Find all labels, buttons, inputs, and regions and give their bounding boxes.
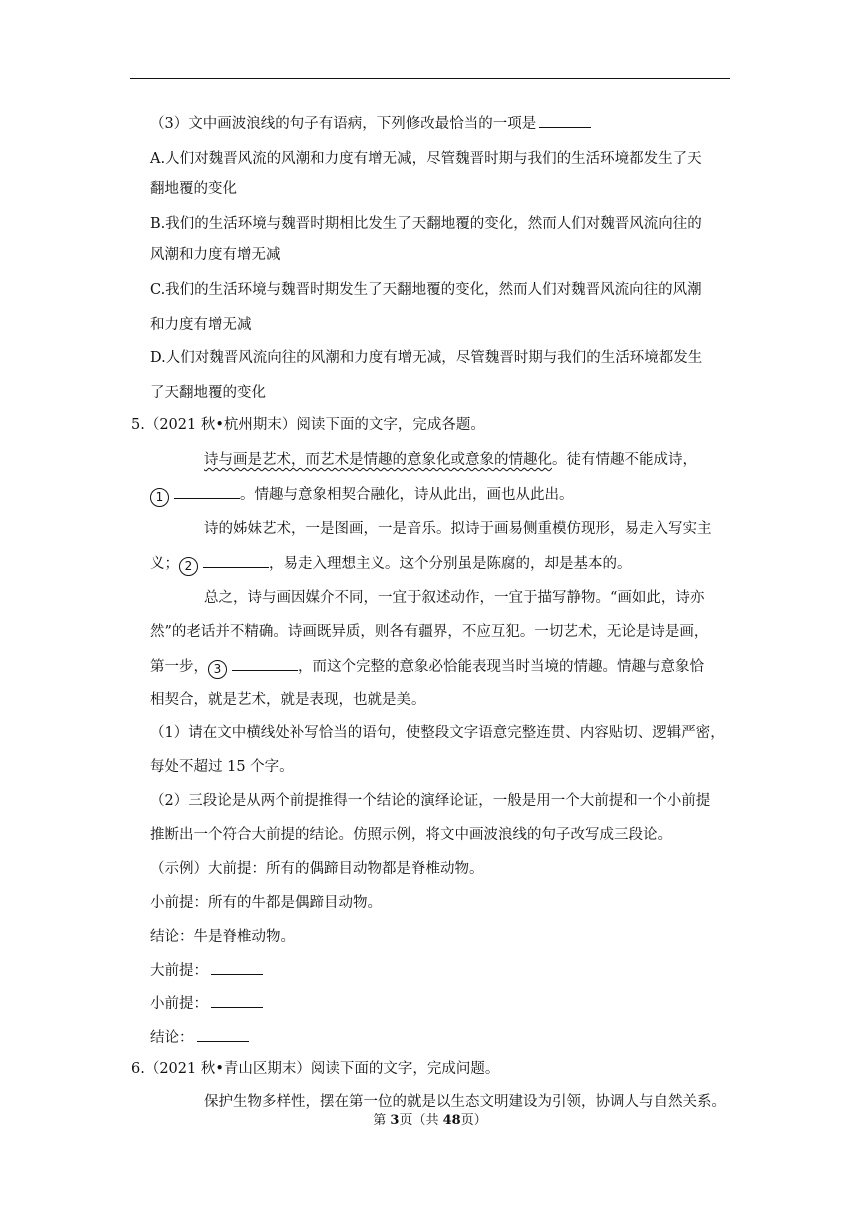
q5-para2-pre: 义； [150,556,179,572]
answer-blank[interactable] [539,113,591,128]
header-rule [130,78,730,79]
q3-stem-text: （3）文中画波浪线的句子有语病，下列修改最恰当的一项是 [150,116,537,132]
q5-header: 5.（2021 秋•杭州期末）阅读下面的文字，完成各题。 [131,417,485,433]
q5-sub2-line2: 推断出一个符合大前提的结论。仿照示例，将文中画波浪线的句子改写成三段论。 [150,827,672,843]
q3-option-c-line2: 和力度有增无减 [150,317,252,333]
q5-para3-line1: 总之，诗与画因媒介不同，一宜于叙述动作，一宜于描写静物。“画如此，诗亦 [204,590,705,606]
q5-para3-line2: 然”的老话并不精确。诗画既异质，则各有疆界，不应互犯。一切艺术，无论是诗是画， [150,624,709,640]
q5-para2-line1: 诗的姊妹艺术，一是图画，一是音乐。拟诗于画易侧重模仿现形，易走入写实主 [204,521,712,537]
answer-conclusion-label: 结论： [150,1030,194,1046]
footer-pre: 第 [373,1113,391,1128]
conclusion-blank[interactable] [197,1027,249,1042]
q3-option-c-line1: C.我们的生活环境与魏晋时期发生了天翻地覆的变化，然而人们对魏晋风流向往的风潮 [150,282,702,298]
q5-para3-line3 [150,656,704,679]
circled-number-1: 1 [150,488,169,507]
q5-para1-rest: 。徒有情趣不能成诗， [552,452,697,468]
q5-para1-line2 [150,484,574,507]
q3-option-b-line1: B.我们的生活环境与魏晋时期相比发生了天翻地覆的变化，然而人们对魏晋风流向往的 [150,216,702,232]
wavy-underlined-sentence: 诗与画是艺术，而艺术是情趣的意象化或意象的情趣化 [204,452,552,468]
minor-premise-blank[interactable] [211,993,263,1008]
q5-para2-post: ，易走入理想主义。这个分别虽是陈腐的，却是基本的。 [269,556,632,572]
fill-blank-1[interactable] [174,484,240,499]
q5-para3-pre: 第一步， [150,659,208,675]
example-conclusion: 结论：牛是脊椎动物。 [150,929,295,945]
total-pages: 48 [442,1113,461,1128]
q5-para1-line2-text: 。情趣与意象相契合融化，诗从此出，画也从此出。 [240,487,574,503]
q3-option-d-line2: 了天翻地覆的变化 [150,385,266,401]
q3-option-a-line2: 翻地覆的变化 [150,181,237,197]
footer-mid: 页（共 [399,1113,443,1128]
q5-para1-line1 [204,450,697,470]
answer-minor-premise [150,993,263,1014]
q6-para1: 保护生物多样性，摆在第一位的就是以生态文明建设为引领，协调人与自然关系。 [204,1094,726,1110]
page-number: 3 [390,1113,400,1128]
fill-blank-3[interactable] [232,656,298,671]
answer-minor-label: 小前提： [150,996,208,1012]
circled-number-3: 3 [208,660,227,679]
q3-option-b-line2: 风潮和力度有增无减 [150,247,281,263]
q5-para2-line2 [150,553,632,576]
example-minor-premise: 小前提：所有的牛都是偶蹄目动物。 [150,895,382,911]
q5-para3-post: ，而这个完整的意象必恰能表现当时当境的情趣。情趣与意象恰 [298,659,704,675]
q6-header: 6.（2021 秋•青山区期末）阅读下面的文字，完成问题。 [131,1061,500,1077]
q5-para3-line4: 相契合，就是艺术，就是表现，也就是美。 [150,692,426,708]
example-major-premise: （示例）大前提：所有的偶蹄目动物都是脊椎动物。 [150,861,484,877]
q3-option-a-line1: A.人们对魏晋风流的风潮和力度有增无减，尽管魏晋时期与我们的生活环境都发生了天 [150,151,702,167]
q3-option-d-line1: D.人们对魏晋风流向往的风潮和力度有增无减，尽管魏晋时期与我们的生活环境都发生 [150,350,703,366]
fill-blank-2[interactable] [203,553,269,568]
q5-sub2-line1: （2）三段论是从两个前提推得一个结论的演绎论证，一般是用一个大前提和一个小前提 [150,793,711,809]
answer-major-label: 大前提： [150,963,208,979]
q3-stem [150,113,591,134]
q5-sub1-line2: 每处不超过 15 个字。 [150,759,294,775]
footer-post: 页） [460,1113,487,1128]
q5-sub1-line1: （1）请在文中横线处补写恰当的语句，使整段文字语意完整连贯、内容贴切、逻辑严密， [150,725,725,741]
page-footer [0,1112,860,1130]
answer-conclusion [150,1027,249,1048]
answer-major-premise [150,960,263,981]
circled-number-2: 2 [179,557,198,576]
major-premise-blank[interactable] [211,960,263,975]
